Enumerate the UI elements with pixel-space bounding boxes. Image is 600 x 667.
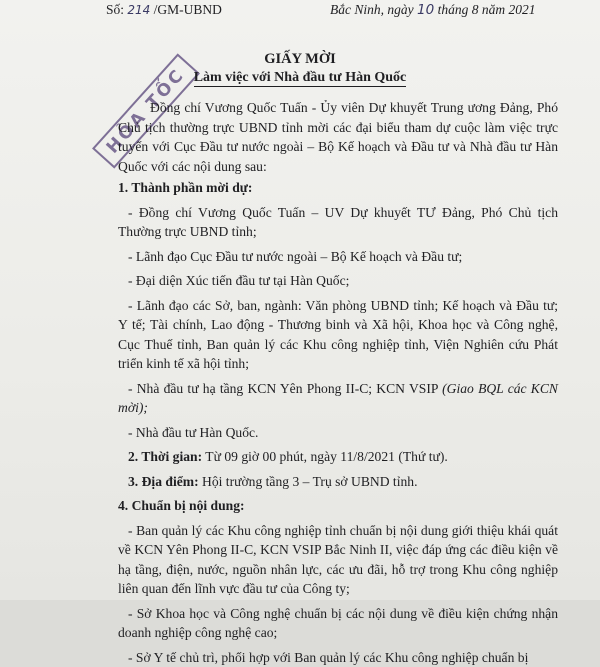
document-subtitle (0, 70, 600, 86)
attendee-item: - Lãnh đạo các Sở, ban, ngành: Văn phòng UBND tỉnh; Kế hoạch và Đầu tư; Y tế; Tài chính, Lao động - Thương binh và Xã hội, Khoa học và Công nghệ, Cục Thuế tỉnh, Ban quản lý các Khu công nghiệp tỉnh, Viện Nghiên cứu Phát triển kinh tế xã hội tỉnh; (118, 296, 558, 374)
document-date (330, 2, 535, 18)
time-line (118, 447, 558, 467)
kcn-note: (Giao BQL các KCN mời); (118, 381, 558, 416)
section-heading-attendees: 1. Thành phần mời dự: (118, 178, 558, 198)
document-header (0, 2, 600, 22)
date-suffix: tháng 8 năm 2021 (434, 2, 535, 17)
number-handwritten: 214 (127, 3, 150, 17)
subtitle-text: Làm việc với Nhà đầu tư Hàn Quốc (194, 70, 407, 87)
date-prefix: Bắc Ninh, ngày (330, 2, 417, 17)
number-prefix: Số: (106, 2, 127, 17)
number-suffix: /GM-UBND (150, 2, 222, 17)
date-day-handwritten: 10 (417, 2, 434, 18)
document-title: GIẤY MỜI (0, 51, 600, 68)
kcn-text: - Nhà đầu tư hạ tầng KCN Yên Phong II-C; KCN VSIP (128, 381, 442, 396)
time-value: Từ 09 giờ 00 phút, ngày 11/8/2021 (Thứ tư). (202, 449, 448, 464)
preparation-item: - Sở Khoa học và Công nghệ chuẩn bị các nội dung về điều kiện chứng nhận doanh nghiệp công nghệ cao; (118, 604, 558, 643)
urgent-stamp: HỎA TỐC (92, 53, 200, 168)
document-body (118, 98, 558, 667)
document-number (106, 2, 222, 18)
section-heading-preparation: 4. Chuẩn bị nội dung: (118, 496, 558, 516)
attendee-item: - Đại diện Xúc tiến đầu tư tại Hàn Quốc; (118, 271, 558, 291)
intro-paragraph: Đồng chí Vương Quốc Tuấn - Ủy viên Dự khuyết Trung ương Đảng, Phó Chủ tịch thường trực UBND tỉnh mời các đại biểu tham dự cuộc làm việc trực tuyến với Cục Đầu tư nước ngoài – Bộ Kế hoạch và Đầu tư và Nhà đầu tư Hàn Quốc với các nội dung sau: (118, 98, 558, 176)
time-label: 2. Thời gian: (128, 449, 202, 464)
location-label: 3. Địa điểm: (128, 474, 199, 489)
location-value: Hội trường tầng 3 – Trụ sở UBND tỉnh. (199, 474, 418, 489)
preparation-item: - Ban quản lý các Khu công nghiệp tỉnh chuẩn bị nội dung giới thiệu khái quát về KCN Yên Phong II-C, KCN VSIP Bắc Ninh II, việc đáp ứng các điều kiện về hạ tầng, điện, nước, nguồn nhân lực, các ưu đãi, hỗ trợ trong Khu công nghiệp liên quan đến lĩnh vực đầu tư của Công ty; (118, 521, 558, 599)
location-line (118, 472, 558, 492)
attendee-item: - Đồng chí Vương Quốc Tuấn – UV Dự khuyết TƯ Đảng, Phó Chủ tịch Thường trực UBND tỉnh; (118, 203, 558, 242)
attendee-item: - Lãnh đạo Cục Đầu tư nước ngoài – Bộ Kế hoạch và Đầu tư; (118, 247, 558, 267)
attendee-item: - Nhà đầu tư Hàn Quốc. (118, 423, 558, 443)
preparation-item: - Sở Y tế chủ trì, phối hợp với Ban quản lý các Khu công nghiệp chuẩn bị (118, 648, 558, 667)
attendee-item-kcn (118, 379, 558, 418)
